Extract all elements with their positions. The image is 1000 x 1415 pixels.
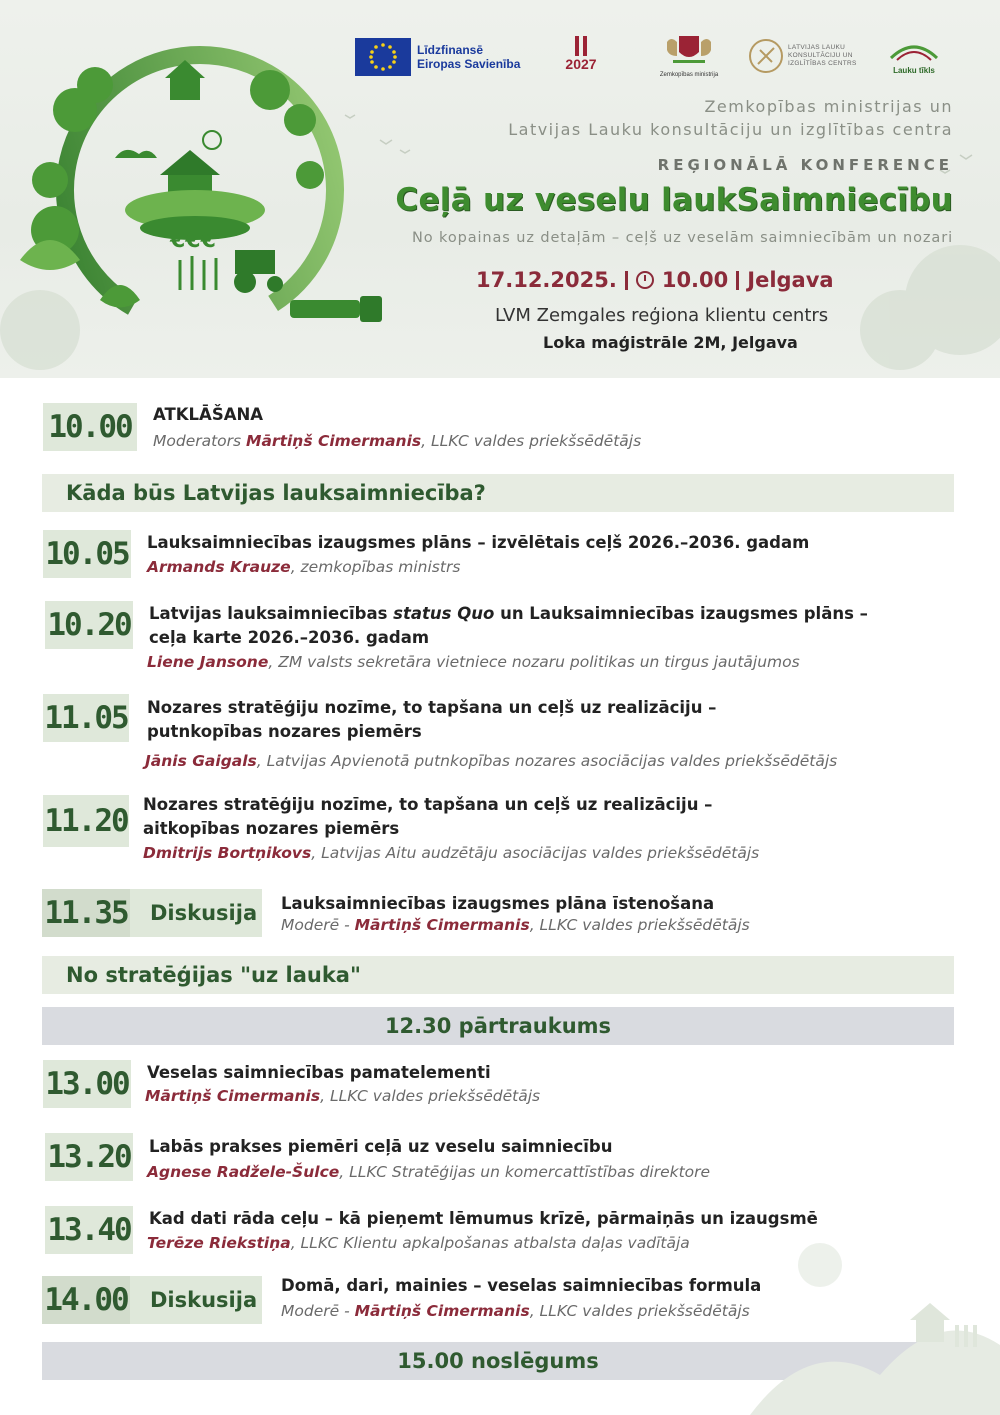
speaker-name: Dmitrijs Bortņikovs [143, 844, 312, 862]
coat-of-arms-icon [659, 32, 719, 66]
speaker-role: , LLKC valdes priekšsēdētājs [529, 916, 750, 934]
agenda-title: Labās prakses piemēri ceļā uz veselu saimniecību [149, 1137, 613, 1156]
agenda-title: Lauksaimniecības izaugsmes plāns – izvēlētais ceļš 2026.–2036. gadam [147, 533, 810, 552]
agenda-time: 14.00 [42, 1276, 130, 1324]
lauku-tikls-icon [889, 40, 939, 62]
agenda-time: 10.00 [43, 403, 137, 451]
agenda-title: Lauksaimniecības izaugsmes plāna īstenošana [281, 894, 715, 913]
agenda-time: 11.05 [43, 694, 129, 742]
clock-icon [636, 271, 654, 289]
speaker-name: Armands Krauze [147, 558, 291, 576]
conference-subtitle: No kopainas uz detaļām – ceļš uz veselām saimniecībām un nozari [412, 230, 953, 246]
agenda-speaker [145, 752, 837, 770]
discussion-box [42, 1276, 262, 1324]
agenda-speaker [281, 916, 750, 934]
agenda-time: 10.20 [45, 601, 133, 649]
organizer-line-1: Zemkopības ministrijas un [704, 97, 953, 116]
agenda-title: Kad dati rāda ceļu – kā pieņemt lēmumus krīzē, pārmaiņās un izaugsmē [149, 1209, 818, 1228]
ministry-logo [653, 32, 725, 78]
eu-line1: Līdzfinansē [417, 43, 484, 57]
speaker-name: Jānis Gaigals [145, 752, 257, 770]
speaker-role: , LLKC valdes priekšsēdētājs [529, 1302, 750, 1320]
llkc-emblem-icon [748, 38, 784, 74]
speaker-role: , LLKC Stratēģijas un komercattīstības direktore [339, 1163, 711, 1181]
agenda-title: Nozares stratēģiju nozīme, to tapšana un ceļš uz realizāciju – [143, 795, 713, 814]
eu-line2: Eiropas Savienība [417, 57, 521, 71]
speaker-name: Mārtiņš Cimermanis [354, 1302, 530, 1320]
speaker-role: , LLKC valdes priekšsēdētājs [320, 1087, 541, 1105]
agenda-title: Veselas saimniecības pamatelementi [147, 1063, 491, 1082]
speaker-role: , LLKC Klientu apkalpošanas atbalsta daļas vadītāja [290, 1234, 690, 1252]
speaker-prefix: Moderē - [281, 1302, 355, 1320]
conference-time: 10.00 [661, 268, 729, 292]
speaker-name: Agnese Radžele-Šulce [147, 1163, 340, 1181]
llkc-caption: LATVIJAS LAUKU KONSULTĀCIJU UN IZGLĪTĪBAS CENTRS [788, 44, 857, 67]
eu-flag-icon [355, 38, 411, 76]
agenda-time: 11.35 [42, 889, 130, 937]
divider [625, 271, 628, 290]
section-header: No stratēģijas "uz lauka" [42, 956, 954, 994]
speaker-role: , zemkopības ministrs [290, 558, 461, 576]
speaker-role: , ZM valsts sekretāra vietniece nozaru politikas un tirgus jautājumos [268, 653, 800, 671]
speaker-name: Mārtiņš Cimermanis [354, 916, 530, 934]
closing-bar: 15.00 noslēgums [42, 1342, 954, 1380]
speaker-name: Mārtiņš Cimermanis [145, 1087, 321, 1105]
title-part: un Lauksaimniecības izaugsmes plāns – [494, 604, 868, 623]
discussion-label: Diskusija [150, 901, 258, 925]
agenda-speaker [147, 653, 800, 671]
agenda-speaker [145, 1087, 540, 1105]
conference-title: Ceļā uz veselu laukSaimniecību [395, 182, 953, 218]
agenda-title-line2: ceļa karte 2026.–2036. gadam [149, 628, 430, 647]
agenda-title-line2: putnkopības nozares piemērs [147, 722, 422, 741]
agenda-speaker [153, 432, 641, 450]
venue-address: Loka maģistrāle 2M, Jelgava [543, 333, 798, 352]
header-currency-art: €€€ [170, 228, 216, 253]
conference-type: REĢIONĀLĀ KONFERENCE [657, 156, 953, 174]
lauku-tikls-caption: Lauku tīkls [893, 66, 935, 75]
agenda-time: 11.20 [43, 795, 129, 847]
break-bar: 12.30 pārtraukums [42, 1007, 954, 1045]
speaker-name: Terēze Riekstiņa [147, 1234, 291, 1252]
agenda-time: 13.00 [43, 1060, 131, 1108]
speaker-role: , Latvijas Aitu audzētāju asociācijas valdes priekšsēdētājs [311, 844, 760, 862]
discussion-label: Diskusija [150, 1288, 258, 1312]
discussion-box [42, 889, 262, 937]
latvia-2027-logo [558, 36, 604, 72]
speaker-prefix: Moderē - [281, 916, 355, 934]
title-emphasis: status Quo [393, 604, 495, 623]
agenda-time: 10.05 [43, 530, 131, 578]
agenda-title [149, 602, 868, 626]
lauku-tikls-logo [884, 40, 944, 75]
agenda-title: Domā, dari, mainies – veselas saimniecības formula [281, 1276, 762, 1295]
agenda-speaker [281, 1302, 750, 1320]
speaker-role: , LLKC valdes priekšsēdētājs [421, 432, 642, 450]
agenda-speaker [143, 844, 759, 862]
conference-date-time [476, 268, 834, 292]
speaker-name: Mārtiņš Cimermanis [246, 432, 422, 450]
agenda-time: 13.20 [45, 1133, 133, 1181]
divider [736, 271, 739, 290]
llkc-logo [748, 38, 868, 74]
agenda-speaker [147, 1163, 710, 1181]
agenda-title-line2: aitkopības nozares piemērs [143, 819, 400, 838]
title-part: Latvijas lauksaimniecības [149, 604, 394, 623]
section-header: Kāda būs Latvijas lauksaimniecība? [42, 474, 954, 512]
organizer-line-2: Latvijas Lauku konsultāciju un izglītības centra [508, 120, 953, 139]
agenda-speaker [147, 1234, 690, 1252]
agenda-title: ATKLĀŠANA [153, 405, 264, 424]
conference-city: Jelgava [747, 268, 834, 292]
conference-date: 17.12.2025. [476, 268, 617, 292]
bottom-landscape-illustration [750, 1225, 1000, 1415]
speaker-prefix: Moderators [153, 432, 247, 450]
eu-cofunding-logo [355, 38, 520, 76]
ministry-caption: Zemkopības ministrija [659, 72, 719, 78]
speaker-name: Liene Jansone [147, 653, 269, 671]
agenda-title: Nozares stratēģiju nozīme, to tapšana un ceļš uz realizāciju – [147, 698, 717, 717]
speaker-role: , Latvijas Apvienotā putnkopības nozares asociācijas valdes priekšsēdētājs [256, 752, 838, 770]
year-mark: 2027 [565, 56, 597, 72]
agenda-speaker [147, 558, 460, 576]
agenda-time: 13.40 [45, 1206, 133, 1254]
venue-name: LVM Zemgales reģiona klientu centrs [495, 305, 829, 326]
